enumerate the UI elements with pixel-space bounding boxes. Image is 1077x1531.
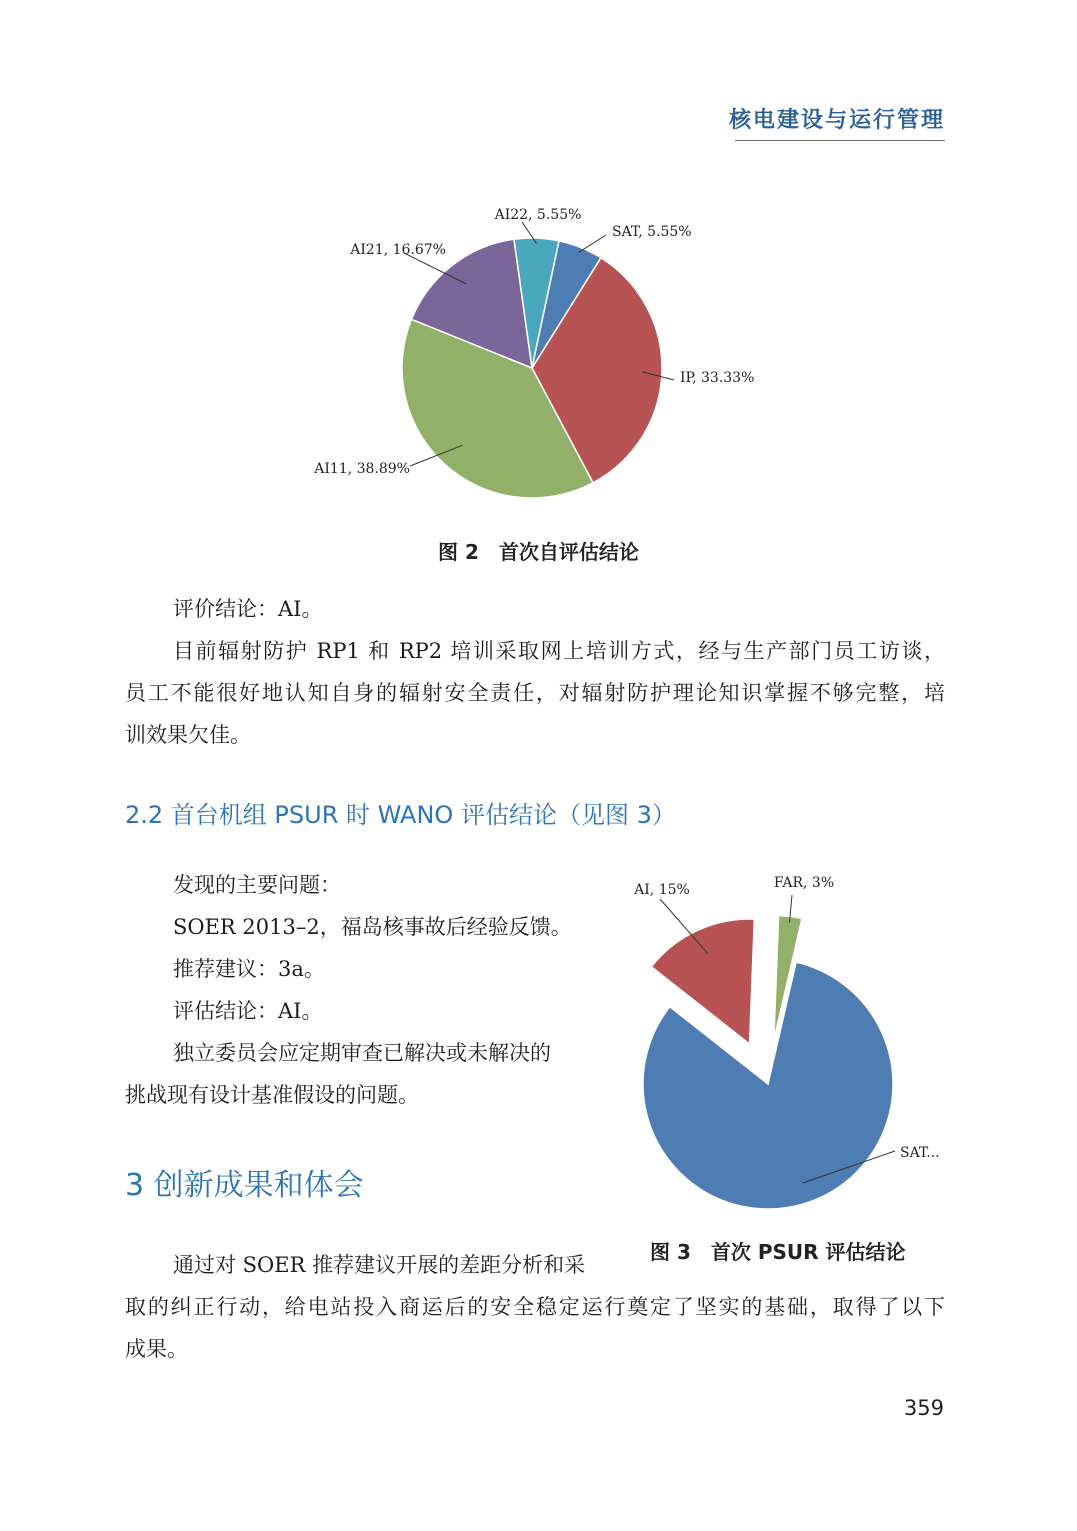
figure-2-caption: 图 2 首次自评估结论 xyxy=(438,540,639,564)
section-heading-3: 3 创新成果和体会 xyxy=(125,1168,364,1203)
page-number: 359 xyxy=(903,1396,944,1420)
pie-slice-sat xyxy=(643,962,893,1209)
text-line: 取的纠正行动，给电站投入商运后的安全稳定运行奠定了坚实的基础，取得了以下 xyxy=(125,1295,945,1319)
text-line: 独立委员会应定期审查已解决或未解决的 xyxy=(173,1041,551,1065)
slice-label-ip: IP, 33.33% xyxy=(680,370,755,386)
text-line: SOER 2013–2，福岛核事故后经验反馈。 xyxy=(173,915,572,939)
section-3-text xyxy=(125,1244,945,1374)
slice-label-ai: AI, 15% xyxy=(634,882,690,898)
slice-label-sat: SAT... xyxy=(900,1145,940,1161)
text-line: 通过对 SOER 推荐建议开展的差距分析和采 xyxy=(173,1253,586,1277)
text-line: 发现的主要问题： xyxy=(173,873,341,897)
text-line: 成果。 xyxy=(125,1337,188,1361)
paragraph-line: 目前辐射防护 RP1 和 RP2 培训采取网上培训方式，经与生产部门员工访谈， xyxy=(173,639,945,663)
text-line: 评估结论：AI。 xyxy=(173,999,323,1023)
slice-label-ai22: AI22, 5.55% xyxy=(494,207,582,223)
conclusion-line: 评价结论：AI。 xyxy=(173,597,323,621)
slice-label-sat: SAT, 5.55% xyxy=(612,224,692,240)
section-heading-2-2: 2.2 首台机组 PSUR 时 WANO 评估结论（见图 3） xyxy=(125,801,676,829)
paragraph-line: 训效果欠佳。 xyxy=(125,723,251,747)
figure-3-caption: 图 3 首次 PSUR 评估结论 xyxy=(650,1240,906,1264)
text-line: 推荐建议：3a。 xyxy=(173,957,325,981)
slice-label-ai11: AI11, 38.89% xyxy=(314,461,410,477)
paragraph-line: 员工不能很好地认知自身的辐射安全责任，对辐射防护理论知识掌握不够完整，培 xyxy=(125,681,945,705)
running-header-title: 核电建设与运行管理 xyxy=(728,108,945,133)
slice-label-far: FAR, 3% xyxy=(773,875,835,891)
slice-label-ai21: AI21, 16.67% xyxy=(350,242,446,258)
text-line: 挑战现有设计基准假设的问题。 xyxy=(125,1083,419,1107)
